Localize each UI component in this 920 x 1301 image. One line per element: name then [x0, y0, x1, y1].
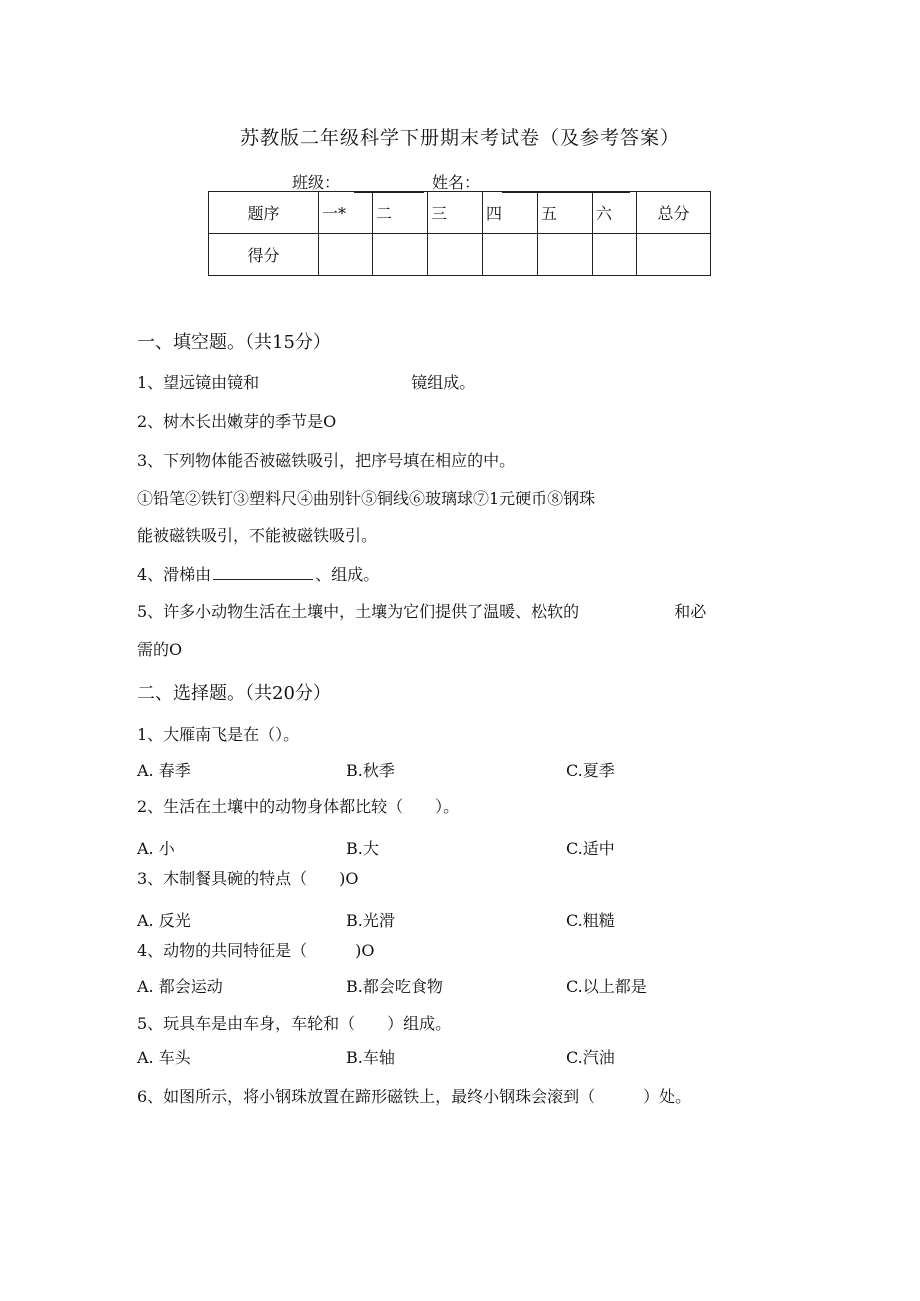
- score-header-cell: 一*: [319, 192, 373, 234]
- s2-q4-option-c[interactable]: C.以上都是: [566, 977, 647, 996]
- section2-heading: 二、选择题。（共20分）: [137, 683, 331, 704]
- s1-q4-text-b: 、组成。: [315, 565, 380, 584]
- s2-q4-stem: 4、动物的共同特征是（ )O: [137, 941, 375, 960]
- s1-q5-text-b: 和必: [674, 602, 707, 621]
- s1-q2: 2、树木长出嫩芽的季节是O: [137, 412, 337, 431]
- s1-q1-text-b: 镜组成。: [411, 373, 476, 392]
- score-header-cell: 二: [373, 192, 428, 234]
- s2-q5-stem: 5、玩具车是由车身，车轮和（ ）组成。: [137, 1014, 452, 1033]
- s1-q1: [137, 370, 475, 393]
- score-header-cell: 题序: [209, 192, 319, 234]
- score-cell[interactable]: [483, 234, 538, 276]
- score-header-cell: 三: [428, 192, 483, 234]
- score-cell[interactable]: [373, 234, 428, 276]
- s1-q3-items: ①铅笔②铁钉③塑料尺④曲别针⑤铜线⑥玻璃球⑦1元硬币⑧钢珠: [137, 489, 596, 508]
- score-header-cell: 总分: [637, 192, 711, 234]
- s2-q1-option-b[interactable]: B.秋季: [346, 761, 395, 780]
- s2-q4-option-a[interactable]: A. 都会运动: [137, 977, 223, 996]
- score-row-label: 得分: [209, 234, 319, 276]
- s1-q3-tail: 能被磁铁吸引，不能被磁铁吸引。: [137, 526, 378, 545]
- s2-q1-option-a[interactable]: A. 春季: [137, 761, 191, 780]
- score-cell[interactable]: [319, 234, 373, 276]
- s2-q5-option-b[interactable]: B.车轴: [346, 1048, 395, 1067]
- s2-q2-stem: 2、生活在土壤中的动物身体都比较（ ）。: [137, 797, 460, 816]
- class-label: 班级：: [292, 173, 341, 192]
- s2-q3-option-b[interactable]: B.光滑: [346, 911, 395, 930]
- s2-q3-option-a[interactable]: A. 反光: [137, 911, 191, 930]
- s2-q1-stem: 1、大雁南飞是在（）。: [137, 725, 300, 744]
- s2-q3-option-c[interactable]: C.粗糙: [566, 911, 615, 930]
- score-header-cell: 四: [483, 192, 538, 234]
- s1-q4-blank[interactable]: [213, 563, 313, 580]
- score-header-cell: 五: [538, 192, 593, 234]
- student-info-line: [292, 170, 630, 193]
- s2-q5-option-a[interactable]: A. 车头: [137, 1048, 191, 1067]
- s1-q5: [137, 599, 706, 622]
- s2-q6-stem: 6、如图所示，将小钢珠放置在蹄形磁铁上，最终小钢珠会滚到（ ）处。: [137, 1087, 692, 1106]
- score-cell[interactable]: [538, 234, 593, 276]
- score-cell[interactable]: [637, 234, 711, 276]
- s2-q5-option-c[interactable]: C.汽油: [566, 1048, 615, 1067]
- s2-q1-option-c[interactable]: C.夏季: [566, 761, 615, 780]
- score-table-header-row: [209, 192, 711, 234]
- s1-q5-cont: 需的O: [137, 640, 183, 659]
- score-table: [208, 191, 711, 276]
- name-label: 姓名：: [432, 173, 481, 192]
- s2-q2-option-b[interactable]: B.大: [346, 839, 379, 858]
- s1-q3: 3、下列物体能否被磁铁吸引，把序号填在相应的中。: [137, 451, 516, 470]
- s1-q4: [137, 562, 379, 585]
- score-header-cell: 六: [593, 192, 637, 234]
- score-cell[interactable]: [593, 234, 637, 276]
- score-table-score-row: [209, 234, 711, 276]
- s1-q5-text-a: 5、许多小动物生活在土壤中，土壤为它们提供了温暖、松软的: [137, 602, 580, 621]
- s2-q4-option-b[interactable]: B.都会吃食物: [346, 977, 443, 996]
- s2-q2-option-a[interactable]: A. 小: [137, 839, 175, 858]
- s2-q2-option-c[interactable]: C.适中: [566, 839, 615, 858]
- s2-q3-stem: 3、木制餐具碗的特点（ )O: [137, 869, 359, 888]
- s1-q4-text-a: 4、滑梯由: [137, 565, 212, 584]
- section1-heading: 一、填空题。（共15分）: [137, 332, 331, 353]
- page-title: 苏教版二年级科学下册期末考试卷（及参考答案）: [239, 127, 680, 149]
- s1-q1-text-a: 1、望远镜由镜和: [137, 373, 260, 392]
- score-cell[interactable]: [428, 234, 483, 276]
